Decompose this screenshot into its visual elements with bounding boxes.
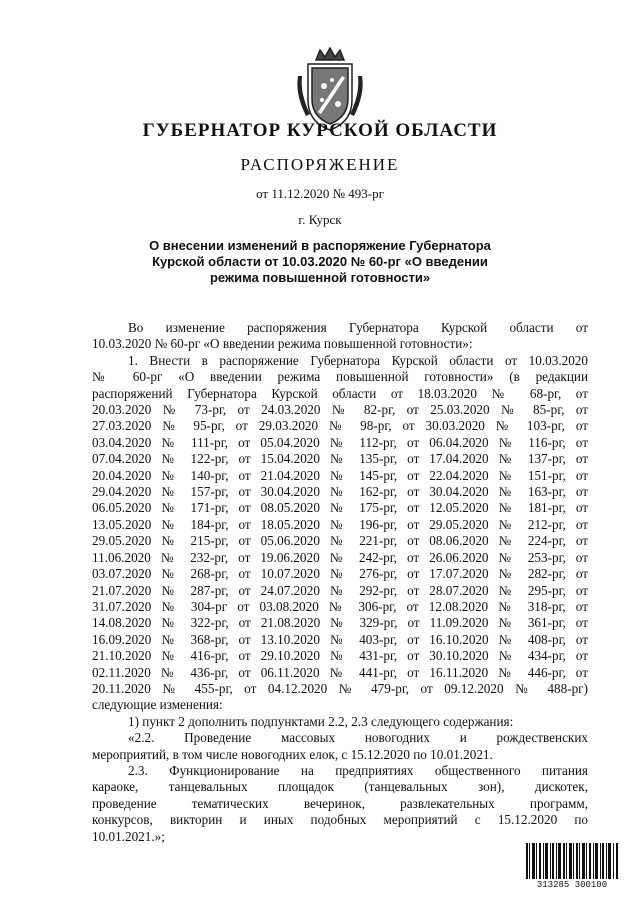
body-line: Во изменение распоряжения Губернатора Курской области от [128, 320, 588, 335]
body-line: 29.05.2020 № 215-рг, от 05.06.2020 № 221-рг, от 08.06.2020 № 224-рг, от [92, 533, 588, 549]
body-line: распоряжений Губернатора Курской области от 18.03.2020 № 68-рг, от [92, 385, 588, 401]
document-body [92, 320, 588, 845]
document-city: г. Курск [298, 212, 342, 227]
subject-line: Курской области от 10.03.2020 № 60-рг «О введении [152, 254, 488, 269]
subject-line: О внесении изменений в распоряжение Губернатора [149, 238, 491, 253]
body-line: мероприятий, в том числе новогодних елок, с 15.12.2020 по 10.01.2021. [92, 746, 493, 762]
body-line: 11.06.2020 № 232-рг, от 19.06.2020 № 242-рг, от 26.06.2020 № 253-рг, от [92, 549, 588, 565]
body-line: 03.04.2020 № 111-рг, от 05.04.2020 № 112-рг, от 06.04.2020 № 116-рг, от [92, 434, 588, 450]
document-subject [0, 238, 640, 286]
body-line: 31.07.2020 № 304-рг от 03.08.2020 № 306-рг, от 12.08.2020 № 318-рг, от [92, 598, 588, 614]
body-line: 2.3. Функционирование на предприятиях общественного питания [128, 762, 588, 778]
body-line: 13.05.2020 № 184-рг, от 18.05.2020 № 196-рг, от 29.05.2020 № 212-рг, от [92, 516, 588, 532]
body-line: «2.2. Проведение массовых новогодних и рождественских [128, 730, 588, 746]
body-line: проведение тематических вечеринок, развлекательных программ, [92, 795, 588, 811]
subject-line: режима повышенной готовности» [209, 270, 431, 285]
body-line: 10.01.2021.»; [92, 828, 165, 844]
body-line: 1) пункт 2 дополнить подпунктами 2.2, 2.3 следующего содержания: [128, 713, 514, 729]
body-line: 03.07.2020 № 268-рг, от 10.07.2020 № 276-рг, от 17.07.2020 № 282-рг, от [92, 566, 588, 582]
body-line: 21.07.2020 № 287-рг, от 24.07.2020 № 292-рг, от 28.07.2020 № 295-рг, от [92, 582, 588, 598]
body-line: 02.11.2020 № 436-рг, от 06.11.2020 № 441-рг, от 16.11.2020 № 446-рг, от [92, 664, 588, 680]
body-line: 16.09.2020 № 368-рг, от 13.10.2020 № 403-рг, от 16.10.2020 № 408-рг, от [92, 631, 588, 647]
body-line: 10.03.2020 № 60-рг «О введении режима повышенной готовности»: [92, 336, 473, 352]
body-line: 29.04.2020 № 157-рг, от 30.04.2020 № 162-рг, от 30.04.2020 № 163-рг, от [92, 484, 588, 500]
body-line: конкурсов, викторин и иных подобных мероприятий с 15.12.2020 по [92, 812, 588, 828]
body-line: 20.03.2020 № 73-рг, от 24.03.2020 № 82-рг, от 25.03.2020 № 85-рг, от [92, 402, 588, 418]
body-line: 07.04.2020 № 122-рг, от 15.04.2020 № 135-рг, от 17.04.2020 № 137-рг, от [92, 451, 588, 467]
body-line: следующие изменения: [92, 697, 223, 713]
document-date-number: от 11.12.2020 № 493-рг [256, 186, 384, 201]
body-line: № 60-рг «О введении режима повышенной готовности» (в редакции [92, 369, 588, 385]
body-line: 1. Внести в распоряжение Губернатора Курской области от 10.03.2020 [128, 352, 588, 368]
barcode-number: 313285 300100 [524, 880, 620, 890]
governor-title: ГУБЕРНАТОР КУРСКОЙ ОБЛАСТИ [142, 120, 498, 141]
body-line: караоке, танцевальных площадок (танцевальных зон), дискотек, [92, 779, 588, 795]
body-line: 14.08.2020 № 322-рг, от 21.08.2020 № 329-рг, от 11.09.2020 № 361-рг, от [92, 615, 588, 631]
body-line: 20.04.2020 № 140-рг, от 21.04.2020 № 145-рг, от 22.04.2020 № 151-рг, от [92, 467, 588, 483]
body-line: 21.10.2020 № 416-рг, от 29.10.2020 № 431-рг, от 30.10.2020 № 434-рг, от [92, 648, 588, 664]
body-line: 06.05.2020 № 171-рг, от 08.05.2020 № 175-рг, от 12.05.2020 № 181-рг, от [92, 500, 588, 516]
body-line: 20.11.2020 № 455-рг, от 04.12.2020 № 479-рг, от 09.12.2020 № 488-рг) [92, 680, 588, 696]
document-type: РАСПОРЯЖЕНИЕ [240, 155, 400, 174]
body-line: 27.03.2020 № 95-рг, от 29.03.2020 № 98-рг, от 30.03.2020 № 103-рг, от [92, 418, 588, 434]
